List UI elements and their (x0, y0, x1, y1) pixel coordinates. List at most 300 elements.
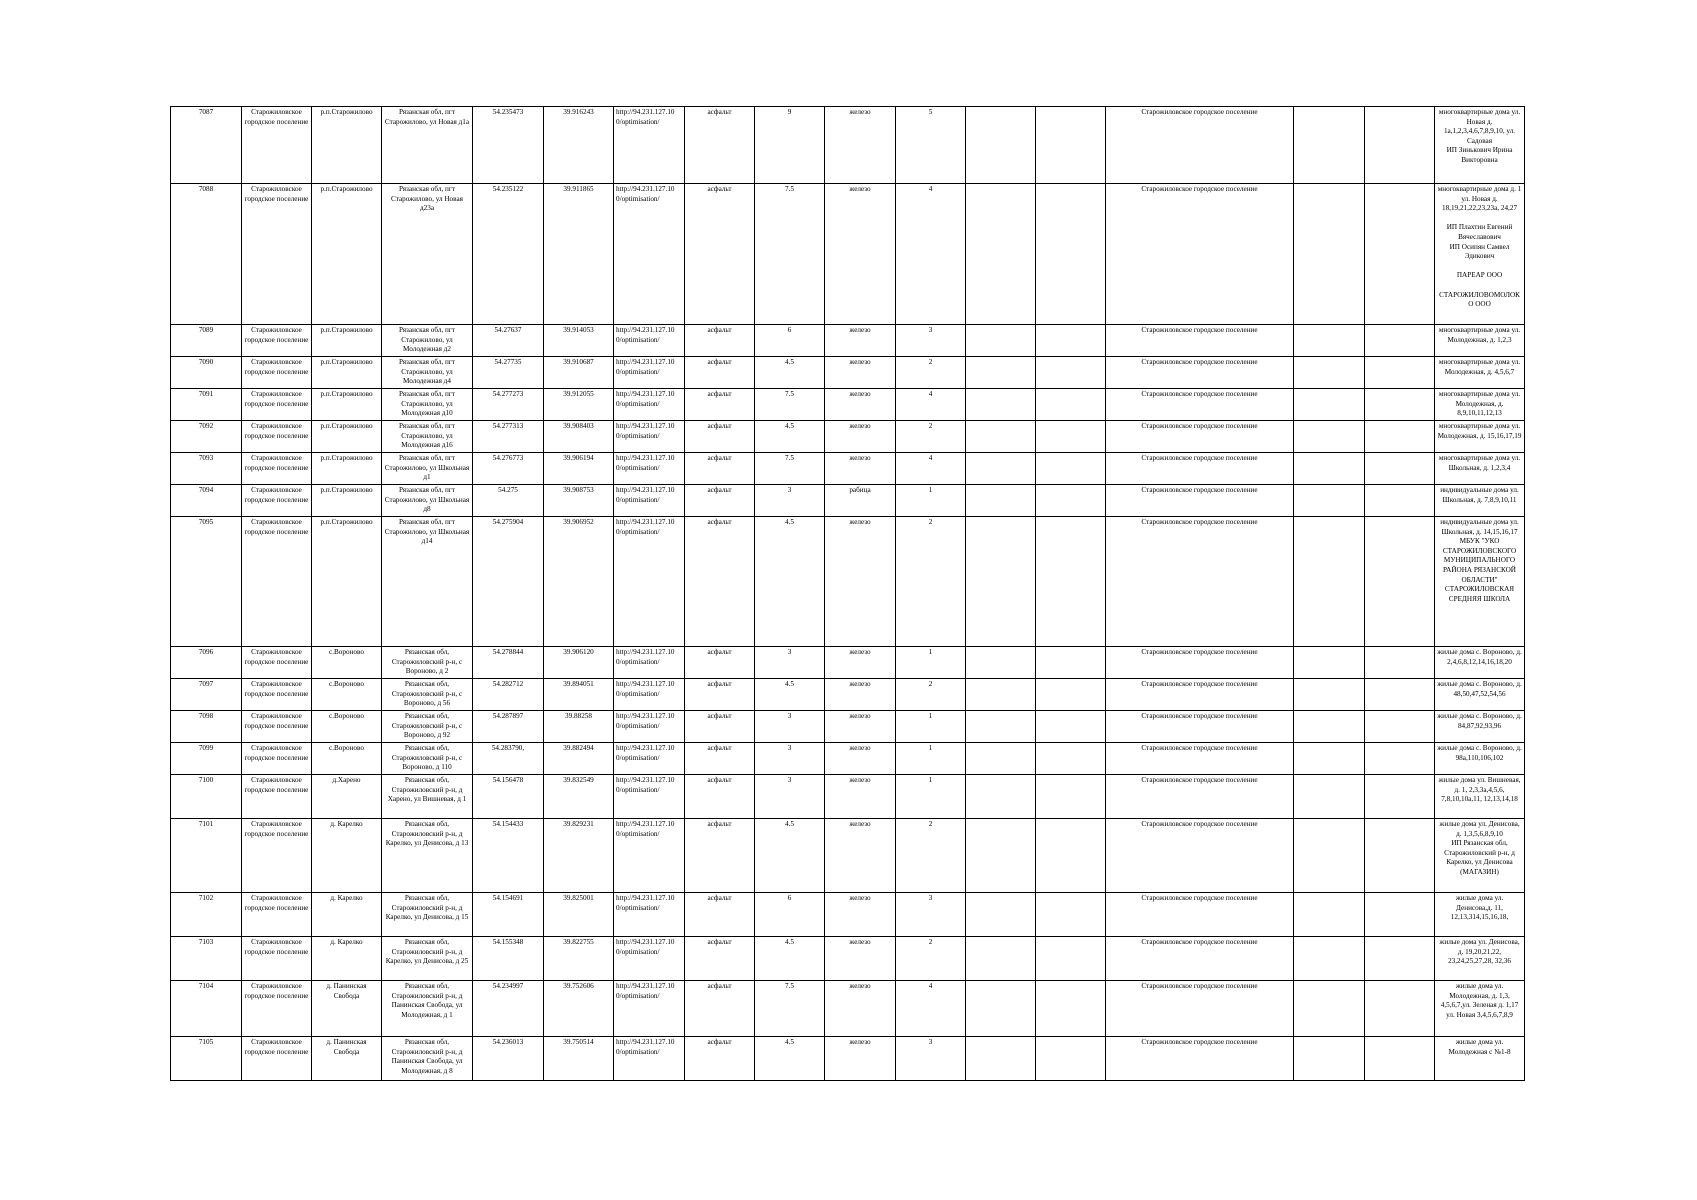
empty-cell (1365, 453, 1435, 485)
container-count-cell: 4 (896, 184, 966, 325)
map-url-cell[interactable]: http://94.231.127.10 0/optimisation/ (614, 679, 685, 711)
sources-cell: жилые дома ул. Молодежная, д. 1,3, 4,5,6,7,ул. Зеленая д. 1,17 ул. Новая 3,4,5,6,7,8,9 (1435, 981, 1525, 1037)
settlement-cell: Старожиловское городское поселение (242, 981, 312, 1037)
sources-cell: жилые дома ул. Денисова,д. 11, 12,13,314,15,16,18, (1435, 893, 1525, 937)
map-url-cell[interactable]: http://94.231.127.10 0/optimisation/ (614, 647, 685, 679)
empty-cell (966, 389, 1036, 421)
longitude-cell: 39.825001 (544, 893, 614, 937)
surface-cell: асфальт (685, 107, 755, 184)
map-url-cell[interactable]: http://94.231.127.10 0/optimisation/ (614, 743, 685, 775)
empty-cell (1036, 819, 1106, 893)
empty-cell (1365, 184, 1435, 325)
empty-cell (1365, 1037, 1435, 1081)
empty-cell (1036, 453, 1106, 485)
empty-cell (1294, 679, 1365, 711)
fence-material-cell: железо (825, 517, 896, 647)
row-id: 7095 (171, 517, 242, 647)
row-id: 7091 (171, 389, 242, 421)
fence-material-cell: железо (825, 453, 896, 485)
row-id: 7089 (171, 325, 242, 357)
area-cell: 4.5 (755, 1037, 825, 1081)
table-row (171, 1037, 1525, 1081)
sources-cell: многоквартирные дома ул. Молодежная, д. 1,2,3 (1435, 325, 1525, 357)
fence-material-cell: железо (825, 819, 896, 893)
latitude-cell: 54.27735 (473, 357, 544, 389)
area-cell: 7.5 (755, 184, 825, 325)
longitude-cell: 39.832549 (544, 775, 614, 819)
empty-cell (1365, 679, 1435, 711)
locality-cell: р.п.Старожилово (312, 421, 382, 453)
empty-cell (1365, 107, 1435, 184)
empty-cell (1036, 421, 1106, 453)
empty-cell (1365, 775, 1435, 819)
owner-cell: Старожиловское городское поселение (1106, 743, 1294, 775)
longitude-cell: 39.910687 (544, 357, 614, 389)
fence-material-cell: железо (825, 981, 896, 1037)
address-cell: Рязанская обл, Старожиловский р-н, д Карелко, ул Денисова, д 25 (382, 937, 473, 981)
map-url-cell[interactable]: http://94.231.127.10 0/optimisation/ (614, 711, 685, 743)
settlement-cell: Старожиловское городское поселение (242, 647, 312, 679)
address-cell: Рязанская обл, пгт Старожилово, ул Школьная д8 (382, 485, 473, 517)
area-cell: 4.5 (755, 357, 825, 389)
settlement-cell: Старожиловское городское поселение (242, 389, 312, 421)
container-count-cell: 3 (896, 325, 966, 357)
empty-cell (1036, 981, 1106, 1037)
map-url-cell[interactable]: http://94.231.127.10 0/optimisation/ (614, 517, 685, 647)
locality-cell: д. Карелко (312, 937, 382, 981)
longitude-cell: 39.914053 (544, 325, 614, 357)
container-count-cell: 2 (896, 819, 966, 893)
area-cell: 6 (755, 325, 825, 357)
container-count-cell: 2 (896, 679, 966, 711)
empty-cell (1294, 711, 1365, 743)
empty-cell (1294, 1037, 1365, 1081)
empty-cell (966, 679, 1036, 711)
empty-cell (1036, 1037, 1106, 1081)
container-count-cell: 5 (896, 107, 966, 184)
locality-cell: с.Вороново (312, 679, 382, 711)
empty-cell (966, 981, 1036, 1037)
empty-cell (1365, 981, 1435, 1037)
area-cell: 3 (755, 711, 825, 743)
container-count-cell: 1 (896, 647, 966, 679)
sources-cell: многоквартирные дома ул. Молодежная, д. 8,9,10,11,12,13 (1435, 389, 1525, 421)
settlement-cell: Старожиловское городское поселение (242, 819, 312, 893)
table-row (171, 517, 1525, 647)
empty-cell (966, 453, 1036, 485)
latitude-cell: 54.154433 (473, 819, 544, 893)
locality-cell: р.п.Старожилово (312, 389, 382, 421)
registry-table (170, 106, 1525, 1081)
sources-cell: индивидуальные дома ул. Школьная, д. 7,8,9,10,11 (1435, 485, 1525, 517)
sources-cell: жилые дома с. Вороново, д. 84,87,92,93,96 (1435, 711, 1525, 743)
area-cell: 4.5 (755, 937, 825, 981)
longitude-cell: 39.906194 (544, 453, 614, 485)
table-row (171, 937, 1525, 981)
empty-cell (1365, 647, 1435, 679)
empty-cell (1365, 357, 1435, 389)
surface-cell: асфальт (685, 679, 755, 711)
address-cell: Рязанская обл, Старожиловский р-н, с Вороново, д 56 (382, 679, 473, 711)
longitude-cell: 39.908753 (544, 485, 614, 517)
map-url-cell[interactable]: http://94.231.127.10 0/optimisation/ (614, 184, 685, 325)
container-count-cell: 2 (896, 517, 966, 647)
latitude-cell: 54.235473 (473, 107, 544, 184)
longitude-cell: 39.916243 (544, 107, 614, 184)
table-row (171, 775, 1525, 819)
row-id: 7096 (171, 647, 242, 679)
empty-cell (1036, 711, 1106, 743)
address-cell: Рязанская обл, пгт Старожилово, ул Молодежная д10 (382, 389, 473, 421)
settlement-cell: Старожиловское городское поселение (242, 775, 312, 819)
container-count-cell: 2 (896, 937, 966, 981)
owner-cell: Старожиловское городское поселение (1106, 325, 1294, 357)
empty-cell (1294, 184, 1365, 325)
settlement-cell: Старожиловское городское поселение (242, 107, 312, 184)
empty-cell (966, 711, 1036, 743)
table-row (171, 357, 1525, 389)
empty-cell (1294, 107, 1365, 184)
empty-cell (966, 743, 1036, 775)
latitude-cell: 54.275 (473, 485, 544, 517)
latitude-cell: 54.276773 (473, 453, 544, 485)
empty-cell (1036, 775, 1106, 819)
container-count-cell: 1 (896, 743, 966, 775)
surface-cell: асфальт (685, 647, 755, 679)
latitude-cell: 54.154691 (473, 893, 544, 937)
surface-cell: асфальт (685, 711, 755, 743)
settlement-cell: Старожиловское городское поселение (242, 325, 312, 357)
table-row (171, 679, 1525, 711)
empty-cell (1036, 107, 1106, 184)
container-count-cell: 4 (896, 981, 966, 1037)
row-id: 7087 (171, 107, 242, 184)
map-url-cell[interactable]: http://94.231.127.10 0/optimisation/ (614, 421, 685, 453)
address-cell: Рязанская обл, пгт Старожилово, ул Молодежная д2 (382, 325, 473, 357)
empty-cell (1365, 743, 1435, 775)
latitude-cell: 54.278844 (473, 647, 544, 679)
row-id: 7093 (171, 453, 242, 485)
longitude-cell: 39.822755 (544, 937, 614, 981)
empty-cell (966, 775, 1036, 819)
table-row (171, 453, 1525, 485)
area-cell: 3 (755, 647, 825, 679)
row-id: 7102 (171, 893, 242, 937)
map-url-cell[interactable]: http://94.231.127.10 0/optimisation/ (614, 485, 685, 517)
empty-cell (966, 107, 1036, 184)
owner-cell: Старожиловское городское поселение (1106, 937, 1294, 981)
owner-cell: Старожиловское городское поселение (1106, 453, 1294, 485)
fence-material-cell: железо (825, 421, 896, 453)
latitude-cell: 54.235122 (473, 184, 544, 325)
settlement-cell: Старожиловское городское поселение (242, 893, 312, 937)
sources-cell: многоквартирные дома ул. Новая д. 1а,1,2,3,4,6,7,8,9,10, ул. Садовая ИП Зинькович Ирина Викторовна (1435, 107, 1525, 184)
address-cell: Рязанская обл, Старожиловский р-н, д Панинская Свобода, ул Молодежная, д 1 (382, 981, 473, 1037)
map-url-cell[interactable]: http://94.231.127.10 0/optimisation/ (614, 325, 685, 357)
address-cell: Рязанская обл, Старожиловский р-н, д Харено, ул Вишневая, д 1 (382, 775, 473, 819)
map-url-cell[interactable]: http://94.231.127.10 0/optimisation/ (614, 357, 685, 389)
map-url-cell[interactable]: http://94.231.127.10 0/optimisation/ (614, 389, 685, 421)
surface-cell: асфальт (685, 819, 755, 893)
empty-cell (1294, 485, 1365, 517)
row-id: 7094 (171, 485, 242, 517)
empty-cell (966, 517, 1036, 647)
row-id: 7099 (171, 743, 242, 775)
sources-cell: жилые дома ул. Вишневая, д. 1, 2,3,3а,4,5,6, 7,8,10,10а,11, 12,13,14,18 (1435, 775, 1525, 819)
owner-cell: Старожиловское городское поселение (1106, 389, 1294, 421)
longitude-cell: 39.911865 (544, 184, 614, 325)
locality-cell: р.п.Старожилово (312, 107, 382, 184)
container-count-cell: 1 (896, 711, 966, 743)
address-cell: Рязанская обл, Старожиловский р-н, д Карелко, ул Денисова, д 13 (382, 819, 473, 893)
row-id: 7097 (171, 679, 242, 711)
settlement-cell: Старожиловское городское поселение (242, 184, 312, 325)
empty-cell (966, 421, 1036, 453)
empty-cell (1036, 937, 1106, 981)
address-cell: Рязанская обл, Старожиловский р-н, д Карелко, ул Денисова, д 15 (382, 893, 473, 937)
table-row (171, 485, 1525, 517)
area-cell: 4.5 (755, 517, 825, 647)
empty-cell (1294, 647, 1365, 679)
row-id: 7101 (171, 819, 242, 893)
table-row (171, 711, 1525, 743)
table-row (171, 819, 1525, 893)
area-cell: 4.5 (755, 679, 825, 711)
locality-cell: с.Вороново (312, 743, 382, 775)
empty-cell (1294, 453, 1365, 485)
sources-cell: жилые дома с. Вороново, д. 48,50,47,52,54,56 (1435, 679, 1525, 711)
area-cell: 6 (755, 893, 825, 937)
empty-cell (1294, 981, 1365, 1037)
locality-cell: р.п.Старожилово (312, 184, 382, 325)
empty-cell (1036, 893, 1106, 937)
area-cell: 3 (755, 485, 825, 517)
row-id: 7092 (171, 421, 242, 453)
row-id: 7100 (171, 775, 242, 819)
latitude-cell: 54.156478 (473, 775, 544, 819)
longitude-cell: 39.752606 (544, 981, 614, 1037)
empty-cell (1294, 421, 1365, 453)
empty-cell (1365, 389, 1435, 421)
latitude-cell: 54.155348 (473, 937, 544, 981)
owner-cell: Старожиловское городское поселение (1106, 421, 1294, 453)
locality-cell: д. Карелко (312, 819, 382, 893)
latitude-cell: 54.277313 (473, 421, 544, 453)
map-url-cell[interactable]: http://94.231.127.10 0/optimisation/ (614, 981, 685, 1037)
table-row (171, 981, 1525, 1037)
fence-material-cell: рабица (825, 485, 896, 517)
settlement-cell: Старожиловское городское поселение (242, 711, 312, 743)
settlement-cell: Старожиловское городское поселение (242, 937, 312, 981)
surface-cell: асфальт (685, 184, 755, 325)
map-url-cell[interactable]: http://94.231.127.10 0/optimisation/ (614, 453, 685, 485)
fence-material-cell: железо (825, 893, 896, 937)
table-row (171, 184, 1525, 325)
longitude-cell: 39.906952 (544, 517, 614, 647)
settlement-cell: Старожиловское городское поселение (242, 485, 312, 517)
fence-material-cell: железо (825, 711, 896, 743)
empty-cell (1294, 325, 1365, 357)
locality-cell: р.п.Старожилово (312, 453, 382, 485)
empty-cell (1036, 679, 1106, 711)
container-count-cell: 4 (896, 453, 966, 485)
table-row (171, 647, 1525, 679)
owner-cell: Старожиловское городское поселение (1106, 981, 1294, 1037)
surface-cell: асфальт (685, 775, 755, 819)
sources-cell: индивидуальные дома ул. Школьная, д. 14,15,16,17 МБУК "УКО СТАРОЖИЛОВСКОГО МУНИЦИПАЛЬНОГО РАЙОНА РЯЗАНСКОЙ ОБЛАСТИ" СТАРОЖИЛОВСКАЯ СРЕДНЯЯ ШКОЛА (1435, 517, 1525, 647)
longitude-cell: 39.906120 (544, 647, 614, 679)
area-cell: 3 (755, 743, 825, 775)
latitude-cell: 54.283790, (473, 743, 544, 775)
owner-cell: Старожиловское городское поселение (1106, 679, 1294, 711)
fence-material-cell: железо (825, 184, 896, 325)
surface-cell: асфальт (685, 517, 755, 647)
fence-material-cell: железо (825, 679, 896, 711)
address-cell: Рязанская обл, пгт Старожилово, ул Новая д23а (382, 184, 473, 325)
row-id: 7104 (171, 981, 242, 1037)
table-row (171, 893, 1525, 937)
fence-material-cell: железо (825, 937, 896, 981)
owner-cell: Старожиловское городское поселение (1106, 1037, 1294, 1081)
sources-cell: многоквартирные дома ул. Школьная, д. 1,2,3,4 (1435, 453, 1525, 485)
map-url-cell[interactable]: http://94.231.127.10 0/optimisation/ (614, 1037, 685, 1081)
table-row (171, 743, 1525, 775)
address-cell: Рязанская обл, Старожиловский р-н, с Вороново, д 2 (382, 647, 473, 679)
empty-cell (966, 485, 1036, 517)
latitude-cell: 54.282712 (473, 679, 544, 711)
locality-cell: д. Панинская Свобода (312, 981, 382, 1037)
container-count-cell: 4 (896, 389, 966, 421)
owner-cell: Старожиловское городское поселение (1106, 775, 1294, 819)
owner-cell: Старожиловское городское поселение (1106, 517, 1294, 647)
longitude-cell: 39.894051 (544, 679, 614, 711)
map-url-cell[interactable]: http://94.231.127.10 0/optimisation/ (614, 893, 685, 937)
sources-cell: жилые дома с. Вороново, д. 98а,110,106,102 (1435, 743, 1525, 775)
empty-cell (1294, 389, 1365, 421)
locality-cell: д. Карелко (312, 893, 382, 937)
empty-cell (966, 819, 1036, 893)
latitude-cell: 54.277273 (473, 389, 544, 421)
container-count-cell: 1 (896, 775, 966, 819)
locality-cell: д.Харено (312, 775, 382, 819)
settlement-cell: Старожиловское городское поселение (242, 743, 312, 775)
empty-cell (1294, 743, 1365, 775)
area-cell: 4.5 (755, 421, 825, 453)
container-count-cell: 2 (896, 357, 966, 389)
empty-cell (1036, 517, 1106, 647)
sources-cell: жилые дома ул. Денисова, д. 19,20,21,22, 23,24,25,27,28, 32,36 (1435, 937, 1525, 981)
settlement-cell: Старожиловское городское поселение (242, 1037, 312, 1081)
address-cell: Рязанская обл, Старожиловский р-н, с Вороново, д 92 (382, 711, 473, 743)
area-cell: 3 (755, 775, 825, 819)
fence-material-cell: железо (825, 647, 896, 679)
locality-cell: р.п.Старожилово (312, 357, 382, 389)
latitude-cell: 54.287897 (473, 711, 544, 743)
longitude-cell: 39.88258 (544, 711, 614, 743)
locality-cell: р.п.Старожилово (312, 517, 382, 647)
empty-cell (1036, 184, 1106, 325)
address-cell: Рязанская обл, Старожиловский р-н, с Вороново, д 110 (382, 743, 473, 775)
empty-cell (1036, 325, 1106, 357)
map-url-cell[interactable]: http://94.231.127.10 0/optimisation/ (614, 937, 685, 981)
owner-cell: Старожиловское городское поселение (1106, 485, 1294, 517)
area-cell: 7.5 (755, 981, 825, 1037)
settlement-cell: Старожиловское городское поселение (242, 679, 312, 711)
sources-cell: многоквартирные дома д. 1 ул. Новая д. 18,19,21,22,23,23а, 24,27 ИП Плахтин Евгений Вячеславович ИП Осипян Самвел Эдикович ПАРЕАР ООО СТАРОЖИЛОВОМОЛОКО ООО (1435, 184, 1525, 325)
empty-cell (1365, 937, 1435, 981)
address-cell: Рязанская обл, пгт Старожилово, ул Школьная д14 (382, 517, 473, 647)
fence-material-cell: железо (825, 325, 896, 357)
fence-material-cell: железо (825, 107, 896, 184)
owner-cell: Старожиловское городское поселение (1106, 819, 1294, 893)
empty-cell (966, 357, 1036, 389)
longitude-cell: 39.750514 (544, 1037, 614, 1081)
table-body (171, 107, 1525, 1081)
locality-cell: с.Вороново (312, 647, 382, 679)
empty-cell (1036, 743, 1106, 775)
table-row (171, 325, 1525, 357)
surface-cell: асфальт (685, 981, 755, 1037)
owner-cell: Старожиловское городское поселение (1106, 184, 1294, 325)
empty-cell (966, 325, 1036, 357)
empty-cell (1294, 819, 1365, 893)
map-url-cell[interactable]: http://94.231.127.10 0/optimisation/ (614, 819, 685, 893)
owner-cell: Старожиловское городское поселение (1106, 357, 1294, 389)
address-cell: Рязанская обл, пгт Старожилово, ул Новая д1а (382, 107, 473, 184)
owner-cell: Старожиловское городское поселение (1106, 893, 1294, 937)
row-id: 7090 (171, 357, 242, 389)
latitude-cell: 54.27637 (473, 325, 544, 357)
latitude-cell: 54.234997 (473, 981, 544, 1037)
empty-cell (1036, 389, 1106, 421)
empty-cell (1036, 485, 1106, 517)
fence-material-cell: железо (825, 357, 896, 389)
locality-cell: р.п.Старожилово (312, 485, 382, 517)
locality-cell: д. Панинская Свобода (312, 1037, 382, 1081)
surface-cell: асфальт (685, 325, 755, 357)
empty-cell (1365, 819, 1435, 893)
empty-cell (1294, 775, 1365, 819)
container-count-cell: 2 (896, 421, 966, 453)
fence-material-cell: железо (825, 743, 896, 775)
empty-cell (1294, 357, 1365, 389)
empty-cell (1365, 893, 1435, 937)
empty-cell (1365, 325, 1435, 357)
sources-cell: жилые дома ул. Денисова, д. 1,3,5,6,8,9,10 ИП Рязанская обл, Старожиловский р-н, д Карелко, ул Денисова (МАГАЗИН) (1435, 819, 1525, 893)
table-row (171, 421, 1525, 453)
surface-cell: асфальт (685, 893, 755, 937)
table-row (171, 107, 1525, 184)
empty-cell (966, 647, 1036, 679)
container-count-cell: 3 (896, 893, 966, 937)
empty-cell (966, 937, 1036, 981)
latitude-cell: 54.275904 (473, 517, 544, 647)
settlement-cell: Старожиловское городское поселение (242, 421, 312, 453)
fence-material-cell: железо (825, 389, 896, 421)
empty-cell (1365, 517, 1435, 647)
owner-cell: Старожиловское городское поселение (1106, 711, 1294, 743)
fence-material-cell: железо (825, 775, 896, 819)
address-cell: Рязанская обл, пгт Старожилово, ул Молодежная д16 (382, 421, 473, 453)
empty-cell (1294, 937, 1365, 981)
area-cell: 9 (755, 107, 825, 184)
surface-cell: асфальт (685, 937, 755, 981)
surface-cell: асфальт (685, 421, 755, 453)
map-url-cell[interactable]: http://94.231.127.10 0/optimisation/ (614, 775, 685, 819)
address-cell: Рязанская обл, пгт Старожилово, ул Молодежная д4 (382, 357, 473, 389)
empty-cell (966, 893, 1036, 937)
map-url-cell[interactable]: http://94.231.127.10 0/optimisation/ (614, 107, 685, 184)
